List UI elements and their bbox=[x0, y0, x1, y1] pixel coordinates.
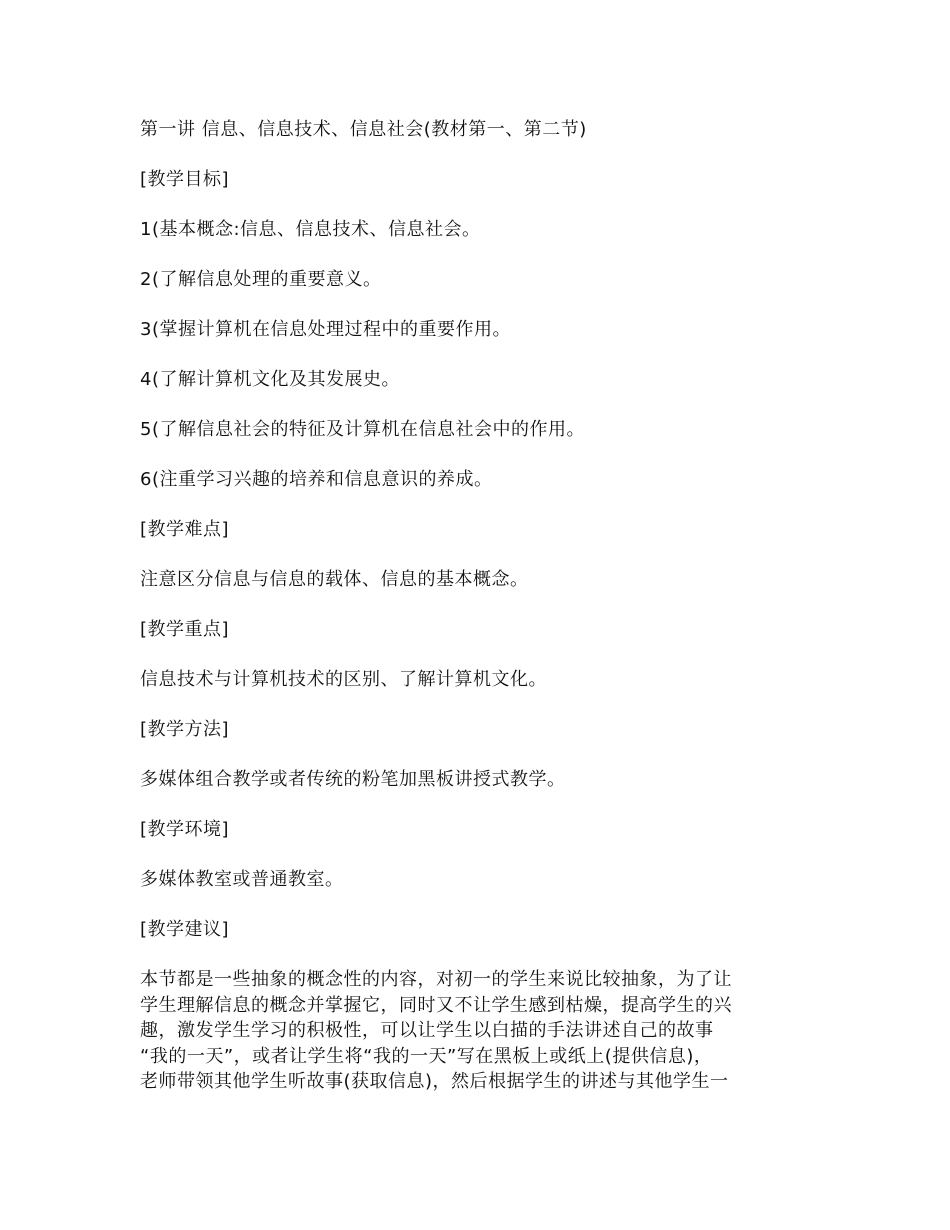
difficulty-heading: [教学难点] bbox=[140, 519, 230, 540]
environment-text: 多媒体教室或普通教室。 bbox=[140, 869, 344, 890]
environment-heading: [教学环境] bbox=[140, 819, 230, 840]
objective-item: 5(了解信息社会的特征及计算机在信息社会中的作用。 bbox=[140, 419, 585, 440]
document-body bbox=[140, 117, 830, 1095]
suggestion-line: 本节都是一些抽象的概念性的内容，对初一的学生来说比较抽象，为了让 bbox=[140, 969, 732, 990]
suggestion-line: 趣，激发学生学习的积极性，可以让学生以白描的手法讲述自己的故事 bbox=[140, 1020, 714, 1041]
key-points-text: 信息技术与计算机技术的区别、了解计算机文化。 bbox=[140, 669, 547, 690]
suggestion-heading: [教学建议] bbox=[140, 919, 230, 940]
objective-item: 2(了解信息处理的重要意义。 bbox=[140, 269, 382, 290]
suggestion-paragraph bbox=[140, 967, 830, 1095]
lesson-title: 第一讲 信息、信息技术、信息社会(教材第一、第二节) bbox=[140, 119, 587, 140]
objective-item: 6(注重学习兴趣的培养和信息意识的养成。 bbox=[140, 469, 493, 490]
suggestion-line: “我的一天”，或者让学生将“我的一天”写在黑板上或纸上(提供信息)， bbox=[140, 1045, 713, 1067]
method-text: 多媒体组合教学或者传统的粉笔加黑板讲授式教学。 bbox=[140, 769, 566, 790]
key-points-heading: [教学重点] bbox=[140, 619, 230, 640]
difficulty-text: 注意区分信息与信息的载体、信息的基本概念。 bbox=[140, 569, 529, 590]
objectives-heading: [教学目标] bbox=[140, 169, 230, 190]
objective-item: 3(掌握计算机在信息处理过程中的重要作用。 bbox=[140, 319, 511, 340]
method-heading: [教学方法] bbox=[140, 719, 230, 740]
objective-item: 1(基本概念:信息、信息技术、信息社会。 bbox=[140, 219, 481, 240]
suggestion-line: 学生理解信息的概念并掌握它，同时又不让学生感到枯燥，提高学生的兴 bbox=[140, 994, 732, 1016]
suggestion-line: 老师带领其他学生听故事(获取信息)，然后根据学生的讲述与其他学生一 bbox=[140, 1071, 729, 1092]
objective-item: 4(了解计算机文化及其发展史。 bbox=[140, 369, 400, 390]
